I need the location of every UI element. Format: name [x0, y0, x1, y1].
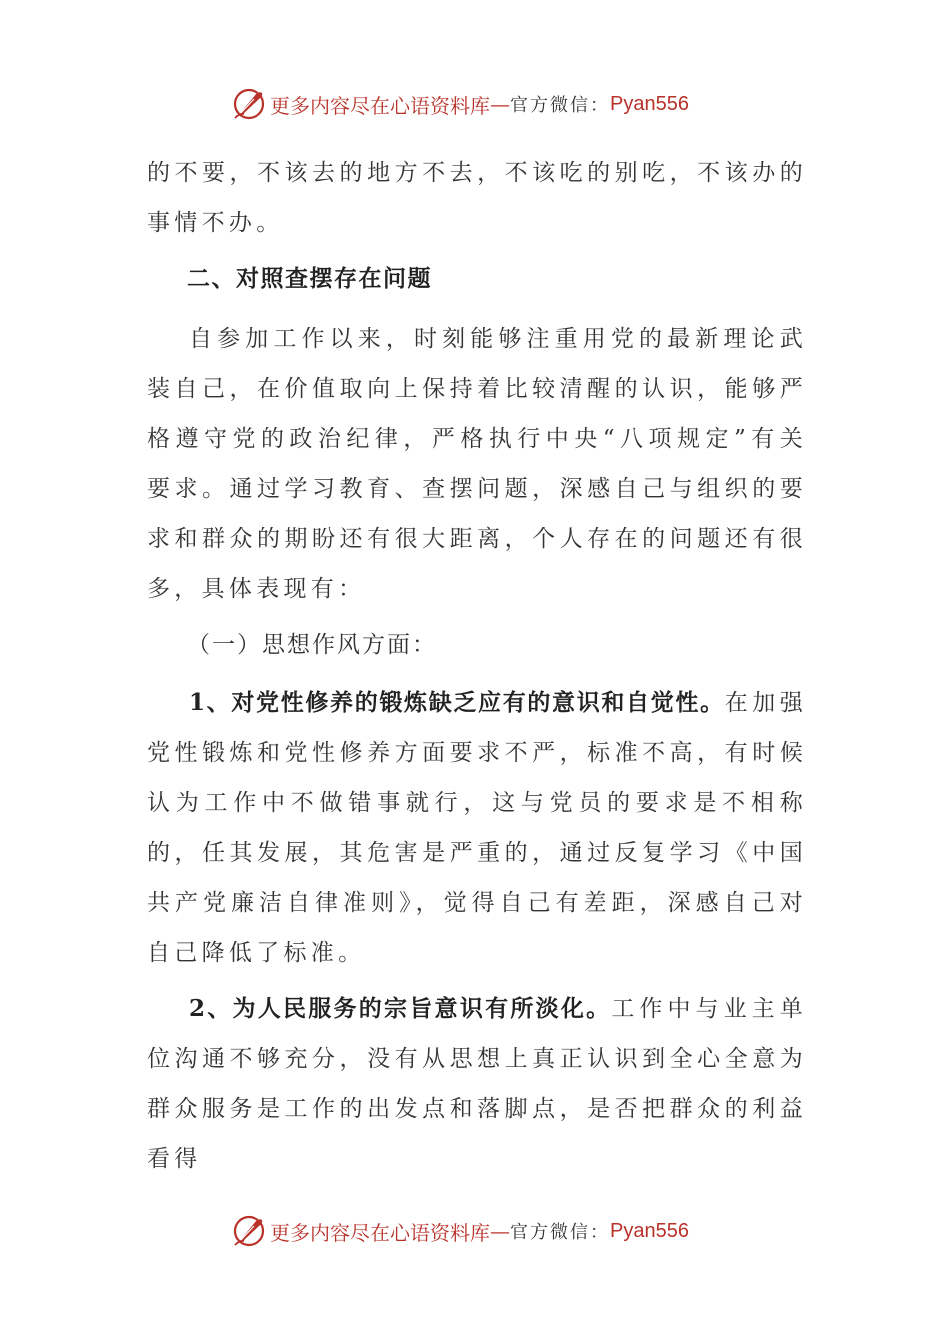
quill-pen-logo-icon: [232, 1214, 266, 1248]
banner-wechat-id: Pyan556: [610, 92, 689, 115]
banner-wechat-label: 官方微信：: [510, 95, 610, 116]
banner-separator: —: [490, 1219, 510, 1243]
quill-pen-logo-icon: [232, 87, 266, 121]
subheading-ideology: （一）思想作风方面：: [187, 632, 437, 658]
continued-paragraph: 的不要，不该去的地方不去，不该吃的别吃，不该办的事情不办。: [147, 160, 807, 236]
banner-wechat-label: 官方微信：: [510, 1222, 610, 1243]
banner-wechat-id: Pyan556: [610, 1219, 689, 1242]
list-item: [147, 678, 807, 978]
banner-separator: —: [490, 92, 510, 116]
item-lead: 1、对党性修养的锻炼缺乏应有的意识和自觉性。: [189, 689, 725, 716]
list-item: [147, 984, 807, 1184]
intro-paragraph: 自参加工作以来，时刻能够注重用党的最新理论武装自己，在价值取向上保持着比较清醒的认识，能够严格遵守党的政治纪律，严格执行中央“八项规定”有关要求。通过学习教育、查摆问题，深感自己与组织的要求和群众的期盼还有很大距离，个人存在的问题还有很多，具体表现有：: [147, 326, 807, 602]
banner-brand-text: 更多内容尽在心语资料库: [270, 1220, 490, 1245]
footer-banner: [232, 1211, 689, 1251]
item-text: 工作中与业主单位沟通不够充分，没有从思想上真正认识到全心全意为群众服务是工作的出发点和落脚点，是否把群众的利益看得: [147, 996, 807, 1172]
section-heading: 二、对照查摆存在问题: [187, 265, 432, 292]
document-body: [147, 148, 807, 1184]
item-lead: 2、为人民服务的宗旨意识有所淡化。: [189, 995, 612, 1022]
header-banner: [232, 84, 689, 124]
banner-brand-text: 更多内容尽在心语资料库: [270, 93, 490, 118]
item-text: 在加强党性锻炼和党性修养方面要求不严，标准不高，有时候认为工作中不做错事就行，这与党员的要求是不相称的，任其发展，其危害是严重的，通过反复学习《中国共产党廉洁自律准则》，觉得自己有差距，深感自己对自己降低了标准。: [147, 690, 807, 966]
